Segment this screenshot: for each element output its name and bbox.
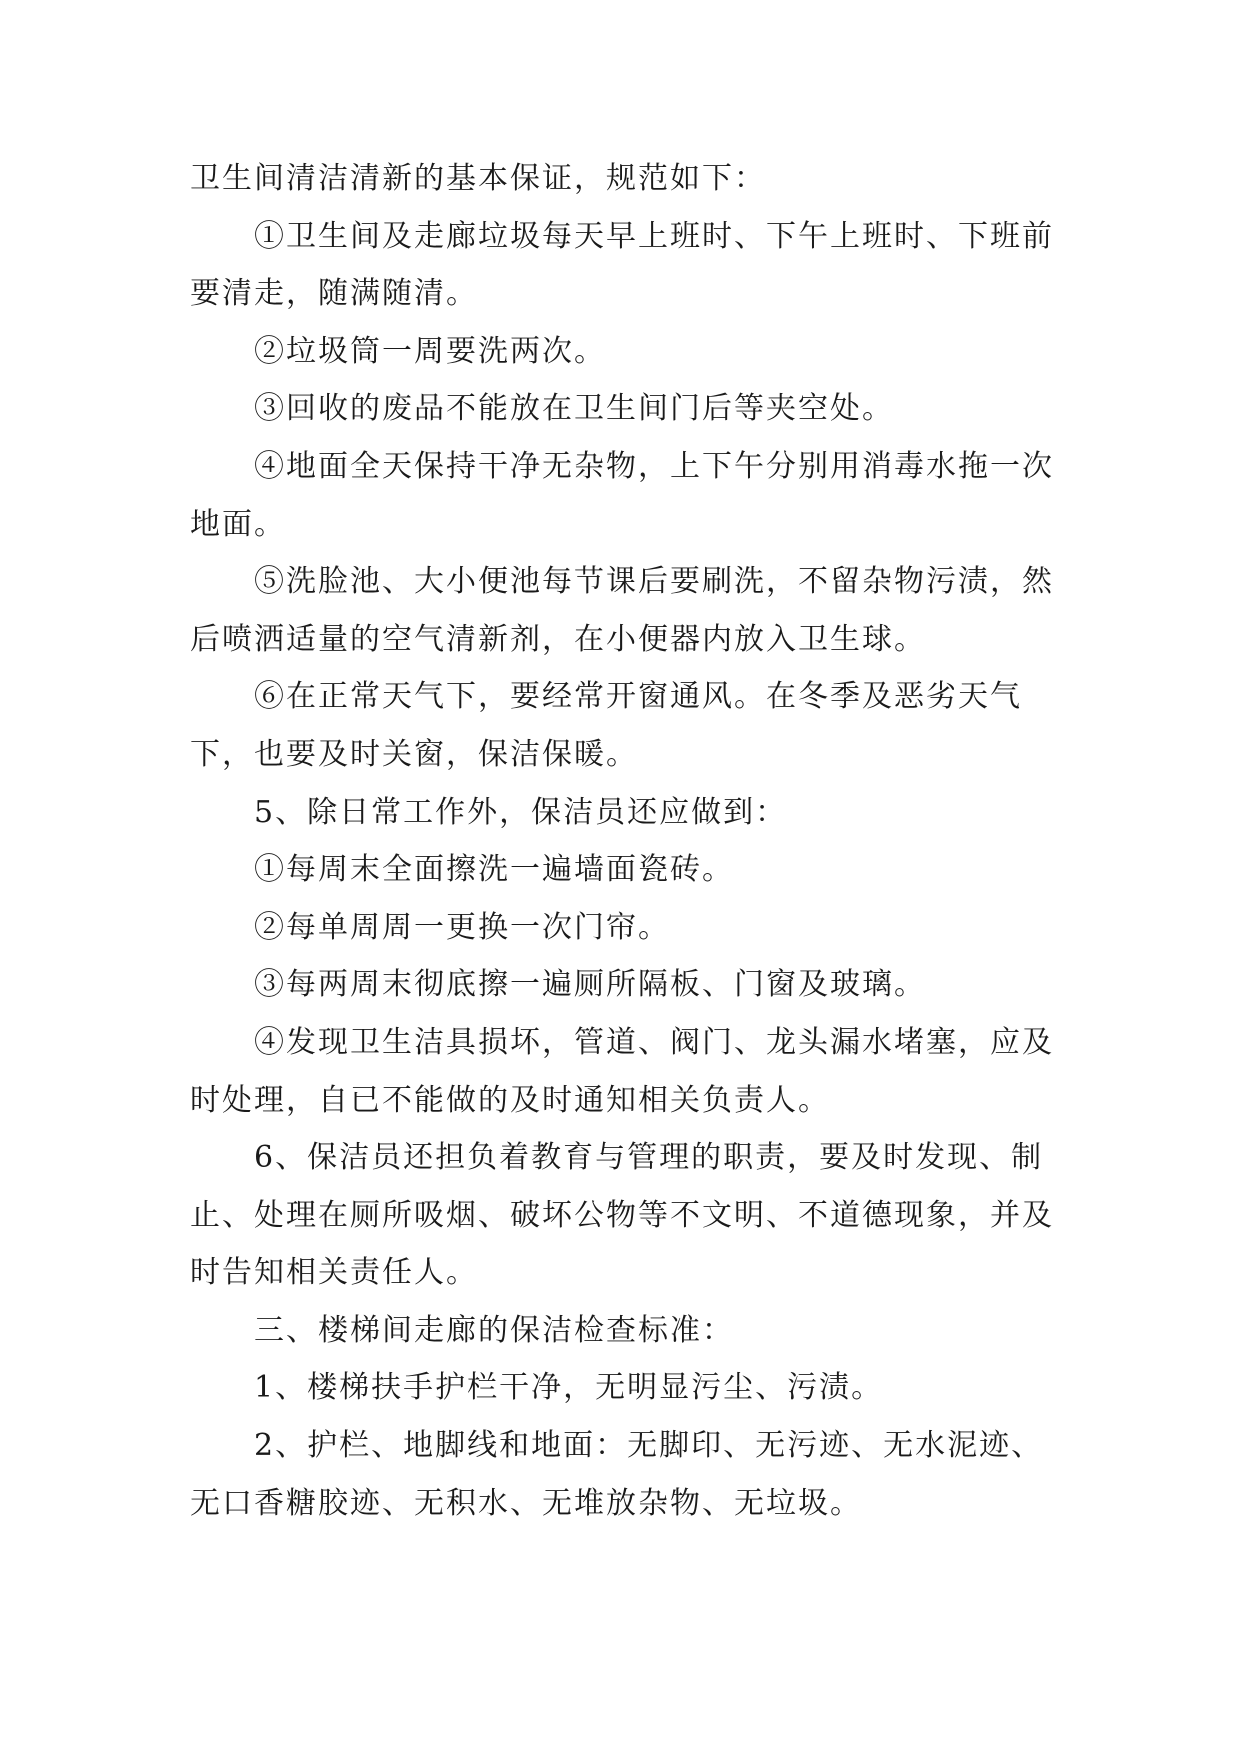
paragraph: 6、保洁员还担负着教育与管理的职责，要及时发现、制止、处理在厕所吸烟、破坏公物等不文明、不道德现象，并及时告知相关责任人。	[190, 1140, 1054, 1291]
paragraph: ①卫生间及走廊垃圾每天早上班时、下午上班时、下班前要清走，随满随清。	[190, 218, 1054, 312]
paragraph: 2、护栏、地脚线和地面：无脚印、无污迹、无水泥迹、无口香糖胶迹、无积水、无堆放杂物、无垃圾。	[190, 1428, 1044, 1521]
paragraph: ①每周末全面擦洗一遍墙面瓷砖。	[254, 852, 734, 888]
document-body	[190, 150, 1070, 1532]
paragraph: 卫生间清洁清新的基本保证，规范如下：	[190, 161, 766, 196]
paragraph: 5、除日常工作外，保洁员还应做到：	[254, 794, 788, 830]
paragraph: 1、楼梯扶手护栏干净，无明显污尘、污渍。	[254, 1370, 884, 1406]
paragraph: ⑤洗脸池、大小便池每节课后要刷洗，不留杂物污渍，然后喷洒适量的空气清新剂，在小便器内放入卫生球。	[190, 564, 1054, 657]
paragraph: ③回收的废品不能放在卫生间门后等夹空处。	[254, 391, 894, 427]
paragraph: ②每单周周一更换一次门帘。	[254, 909, 670, 945]
paragraph: ⑥在正常天气下，要经常开窗通风。在冬季及恶劣天气下，也要及时关窗，保洁保暖。	[190, 679, 1022, 772]
paragraph: 三、楼梯间走廊的保洁检查标准：	[254, 1312, 734, 1348]
paragraph: ④发现卫生洁具损坏，管道、阀门、龙头漏水堵塞，应及时处理，自已不能做的及时通知相关负责人。	[190, 1024, 1054, 1118]
paragraph: ④地面全天保持干净无杂物，上下午分别用消毒水拖一次地面。	[190, 448, 1054, 542]
paragraph: ③每两周末彻底擦一遍厕所隔板、门窗及玻璃。	[254, 967, 926, 1003]
paragraph: ②垃圾筒一周要洗两次。	[254, 333, 606, 369]
